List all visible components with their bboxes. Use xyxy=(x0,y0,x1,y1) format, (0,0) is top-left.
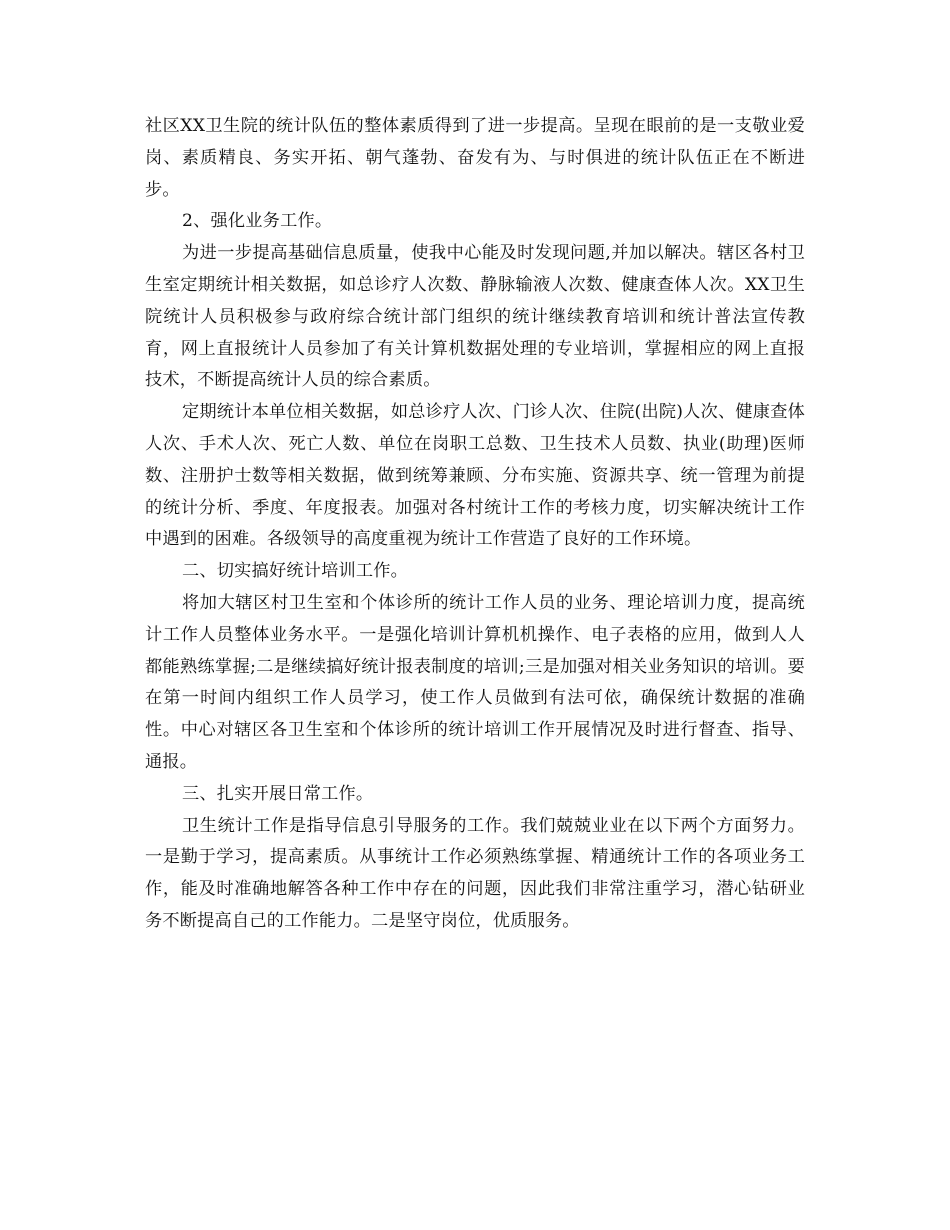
paragraph-continuation: 社区XX卫生院的统计队伍的整体素质得到了进一步提高。呈现在眼前的是一支敬业爱岗、素质精良、务实开拓、朝气蓬勃、奋发有为、与时俱进的统计队伍正在不断进步。 xyxy=(145,116,805,200)
paragraph-data-quality: 为进一步提高基础信息质量，使我中心能及时发现问题,并加以解决。辖区各村卫生室定期统计相关数据，如总诊疗人次数、静脉输液人次数、健康查体人次。XX卫生院统计人员积极参与政府综合统计部门组织的统计继续教育培训和统计普法宣传教育，网上直报统计人员参加了有关计算机数据处理的专业培训，掌握相应的网上直报技术，不断提高统计人员的综合素质。 xyxy=(145,243,805,391)
paragraph-training: 将加大辖区村卫生室和个体诊所的统计工作人员的业务、理论培训力度，提高统计工作人员整体业务水平。一是强化培训计算机机操作、电子表格的应用，做到人人都能熟练掌握;二是继续搞好统计报表制度的培训;三是加强对相关业务知识的培训。要在第一时间内组织工作人员学习，使工作人员做到有法可依，确保统计数据的准确性。中心对辖区各卫生室和个体诊所的统计培训工作开展情况及时进行督查、指导、通报。 xyxy=(145,592,805,772)
document-page xyxy=(145,111,805,938)
section-heading-daily-work: 三、扎实开展日常工作。 xyxy=(182,783,374,804)
paragraph-periodic-statistics: 定期统计本单位相关数据，如总诊疗人次、门诊人次、住院(出院)人次、健康查体人次、手术人次、死亡人数、单位在岗职工总数、卫生技术人员数、执业(助理)医师数、注册护士数等相关数据，做到统筹兼顾、分布实施、资源共享、统一管理为前提的统计分析、季度、年度报表。加强对各村统计工作的考核力度，切实解决统计工作中遇到的困难。各级领导的高度重视为统计工作营造了良好的工作环境。 xyxy=(145,402,805,550)
section-heading-strengthen-business: 2、强化业务工作。 xyxy=(182,211,333,232)
paragraph-daily-work: 卫生统计工作是指导信息引导服务的工作。我们兢兢业业在以下两个方面努力。一是勤于学习，提高素质。从事统计工作必须熟练掌握、精通统计工作的各项业务工作，能及时准确地解答各种工作中存在的问题，因此我们非常注重学习，潜心钻研业务不断提高自己的工作能力。二是坚守岗位，优质服务。 xyxy=(145,815,805,931)
section-heading-training: 二、切实搞好统计培训工作。 xyxy=(182,561,409,582)
